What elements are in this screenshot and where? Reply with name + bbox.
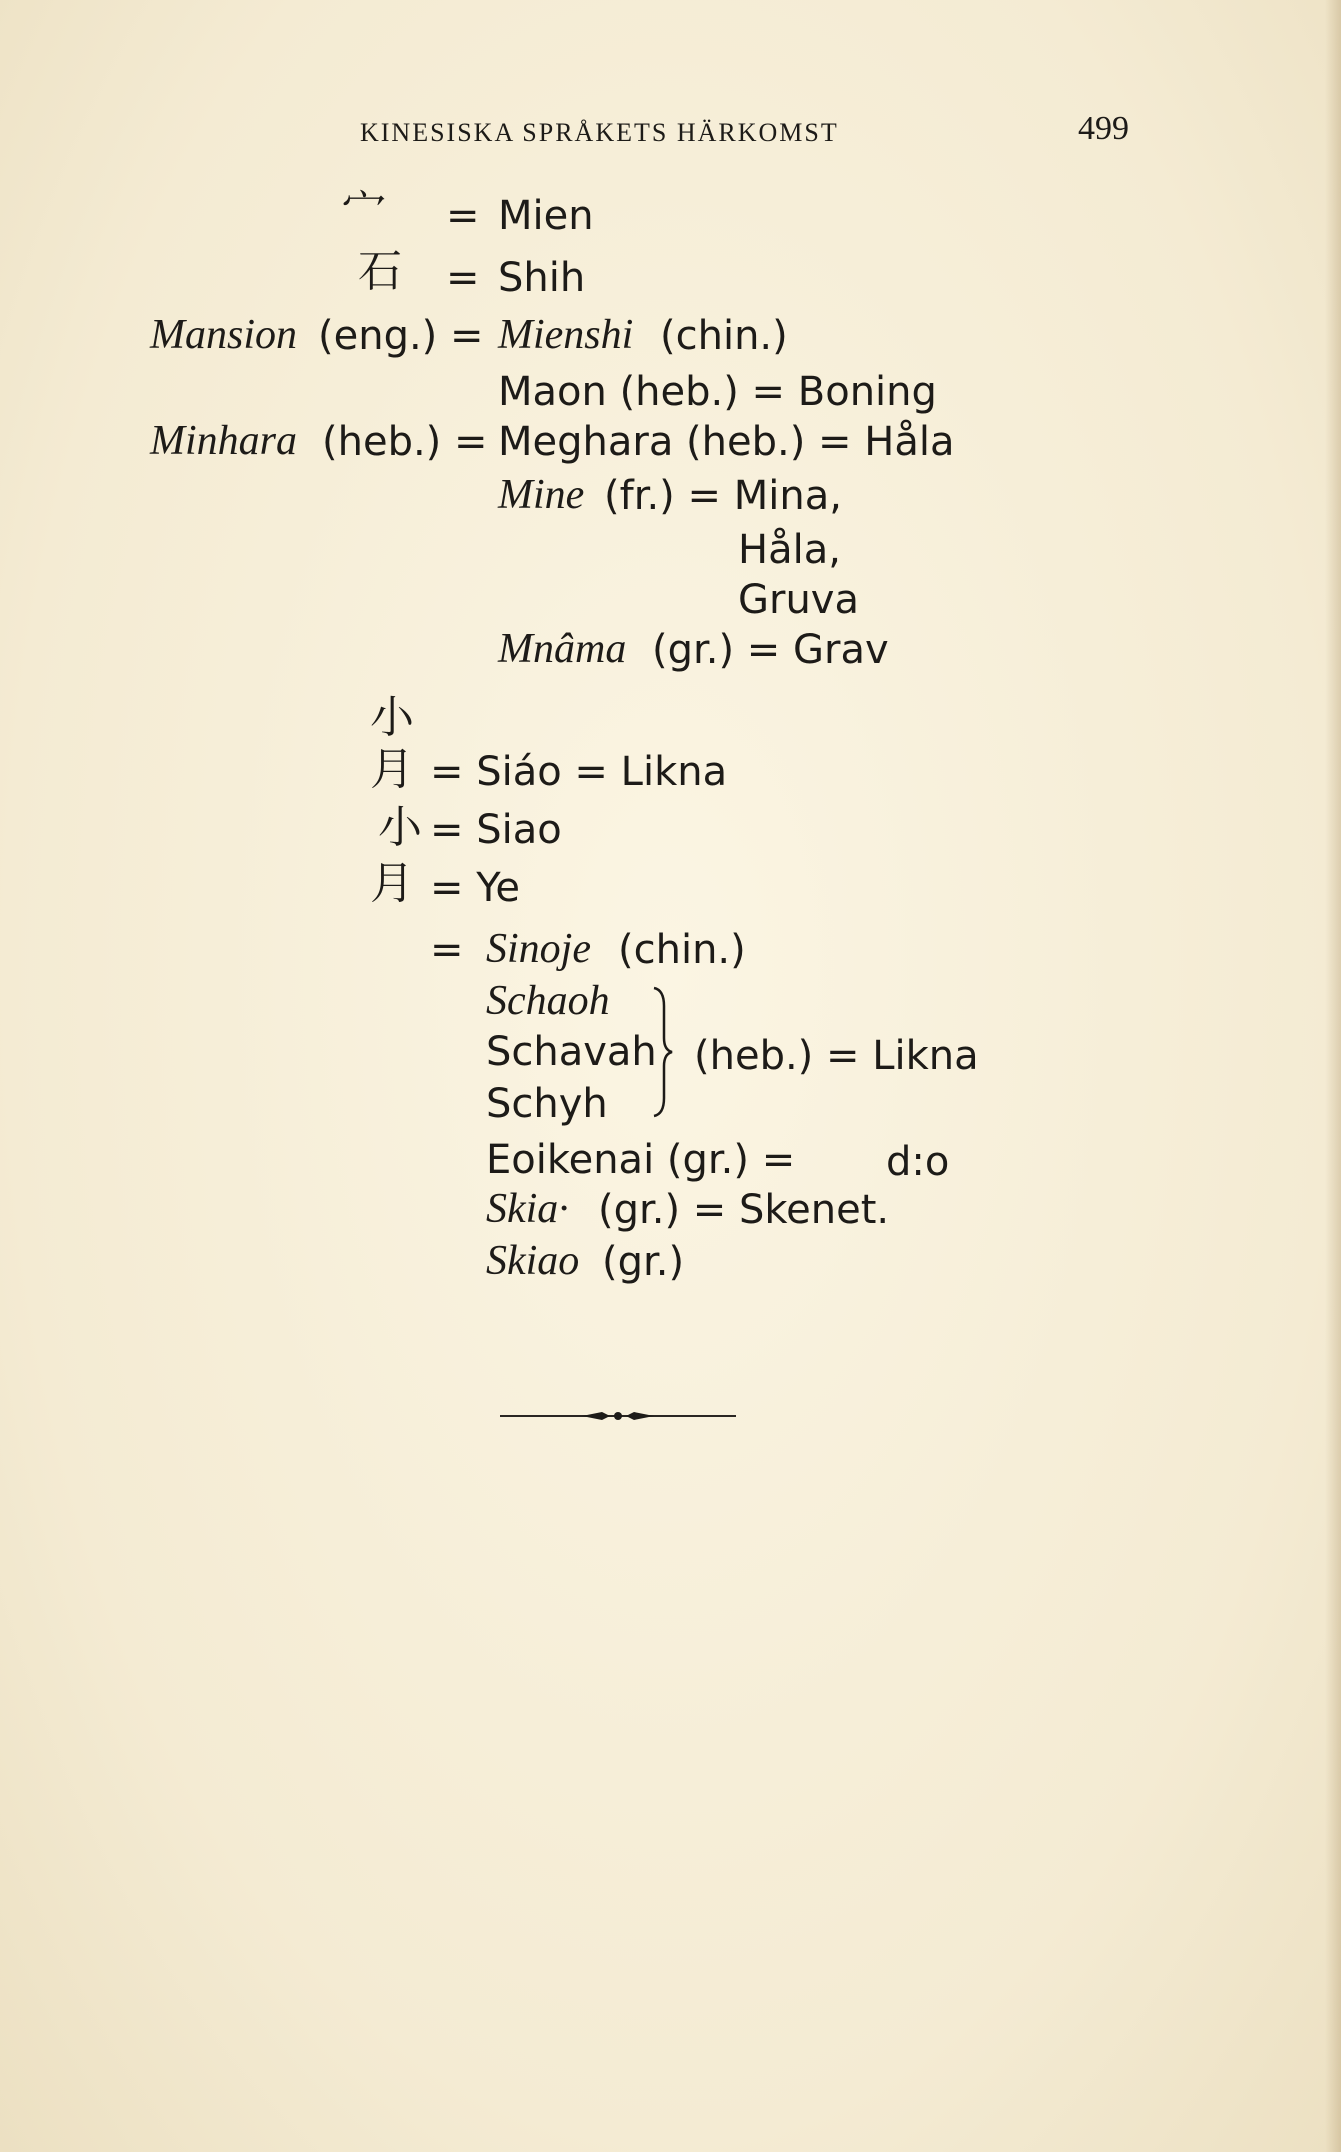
- eq: =: [430, 927, 464, 973]
- line-ye: = Ye: [430, 865, 520, 911]
- line-skia-rest: (gr.) = Skenet.: [598, 1187, 890, 1233]
- word-hala: Håla,: [738, 527, 841, 573]
- line-heb-likna: (heb.) = Likna: [694, 1033, 979, 1079]
- line-maon: Maon (heb.) = Boning: [498, 369, 937, 415]
- page-edge-shadow: [1325, 0, 1341, 2152]
- cjk-siao2: 小: [378, 802, 422, 853]
- word-mienshi: Mienshi: [498, 312, 634, 358]
- eq: =: [446, 255, 480, 301]
- line-eoikenai: Eoikenai (gr.) =: [486, 1137, 796, 1183]
- word-mien: Mien: [498, 193, 594, 239]
- word-schyh: Schyh: [486, 1081, 608, 1127]
- page-number: 499: [1078, 110, 1129, 147]
- word-mine: Mine: [498, 472, 585, 518]
- word-schavah: Schavah: [486, 1029, 657, 1075]
- lang-heb: (heb.) =: [322, 419, 488, 465]
- cjk-siao-bottom: 月: [370, 744, 414, 795]
- word-mnama: Mnâma: [498, 626, 627, 672]
- right-brace-icon: [648, 986, 678, 1118]
- word-minhara: Minhara: [150, 418, 297, 464]
- word-gruva: Gruva: [738, 577, 859, 623]
- lang-chin: (chin.): [618, 927, 746, 973]
- line-siao: = Siáo = Likna: [430, 749, 728, 795]
- running-title: KINESISKA SPRÅKETS HÄRKOMST: [360, 118, 839, 147]
- lang-chin: (chin.): [660, 313, 788, 359]
- eq: =: [446, 193, 480, 239]
- word-shih: Shih: [498, 255, 586, 301]
- line-mine-rest: (fr.) = Mina,: [604, 473, 842, 519]
- word-schaoh: Schaoh: [486, 978, 610, 1024]
- word-sinoje: Sinoje: [486, 926, 591, 972]
- word-do: d:o: [886, 1139, 950, 1185]
- cjk-mien: 宀: [342, 184, 386, 235]
- rule-ornament-icon: [580, 1406, 656, 1426]
- cjk-ye: 月: [370, 858, 414, 909]
- lang-eng: (eng.) =: [318, 313, 484, 359]
- line-siao2: = Siao: [430, 807, 562, 853]
- word-mansion: Mansion: [150, 312, 297, 358]
- cjk-shih: 石: [358, 246, 402, 297]
- cjk-siao-top: 小: [370, 692, 414, 743]
- line-mnama-rest: (gr.) = Grav: [652, 627, 889, 673]
- lang-gr: (gr.): [602, 1239, 685, 1285]
- word-skia: Skia·: [486, 1186, 569, 1232]
- word-skiao: Skiao: [486, 1238, 580, 1284]
- line-meghara: Meghara (heb.) = Håla: [498, 419, 955, 465]
